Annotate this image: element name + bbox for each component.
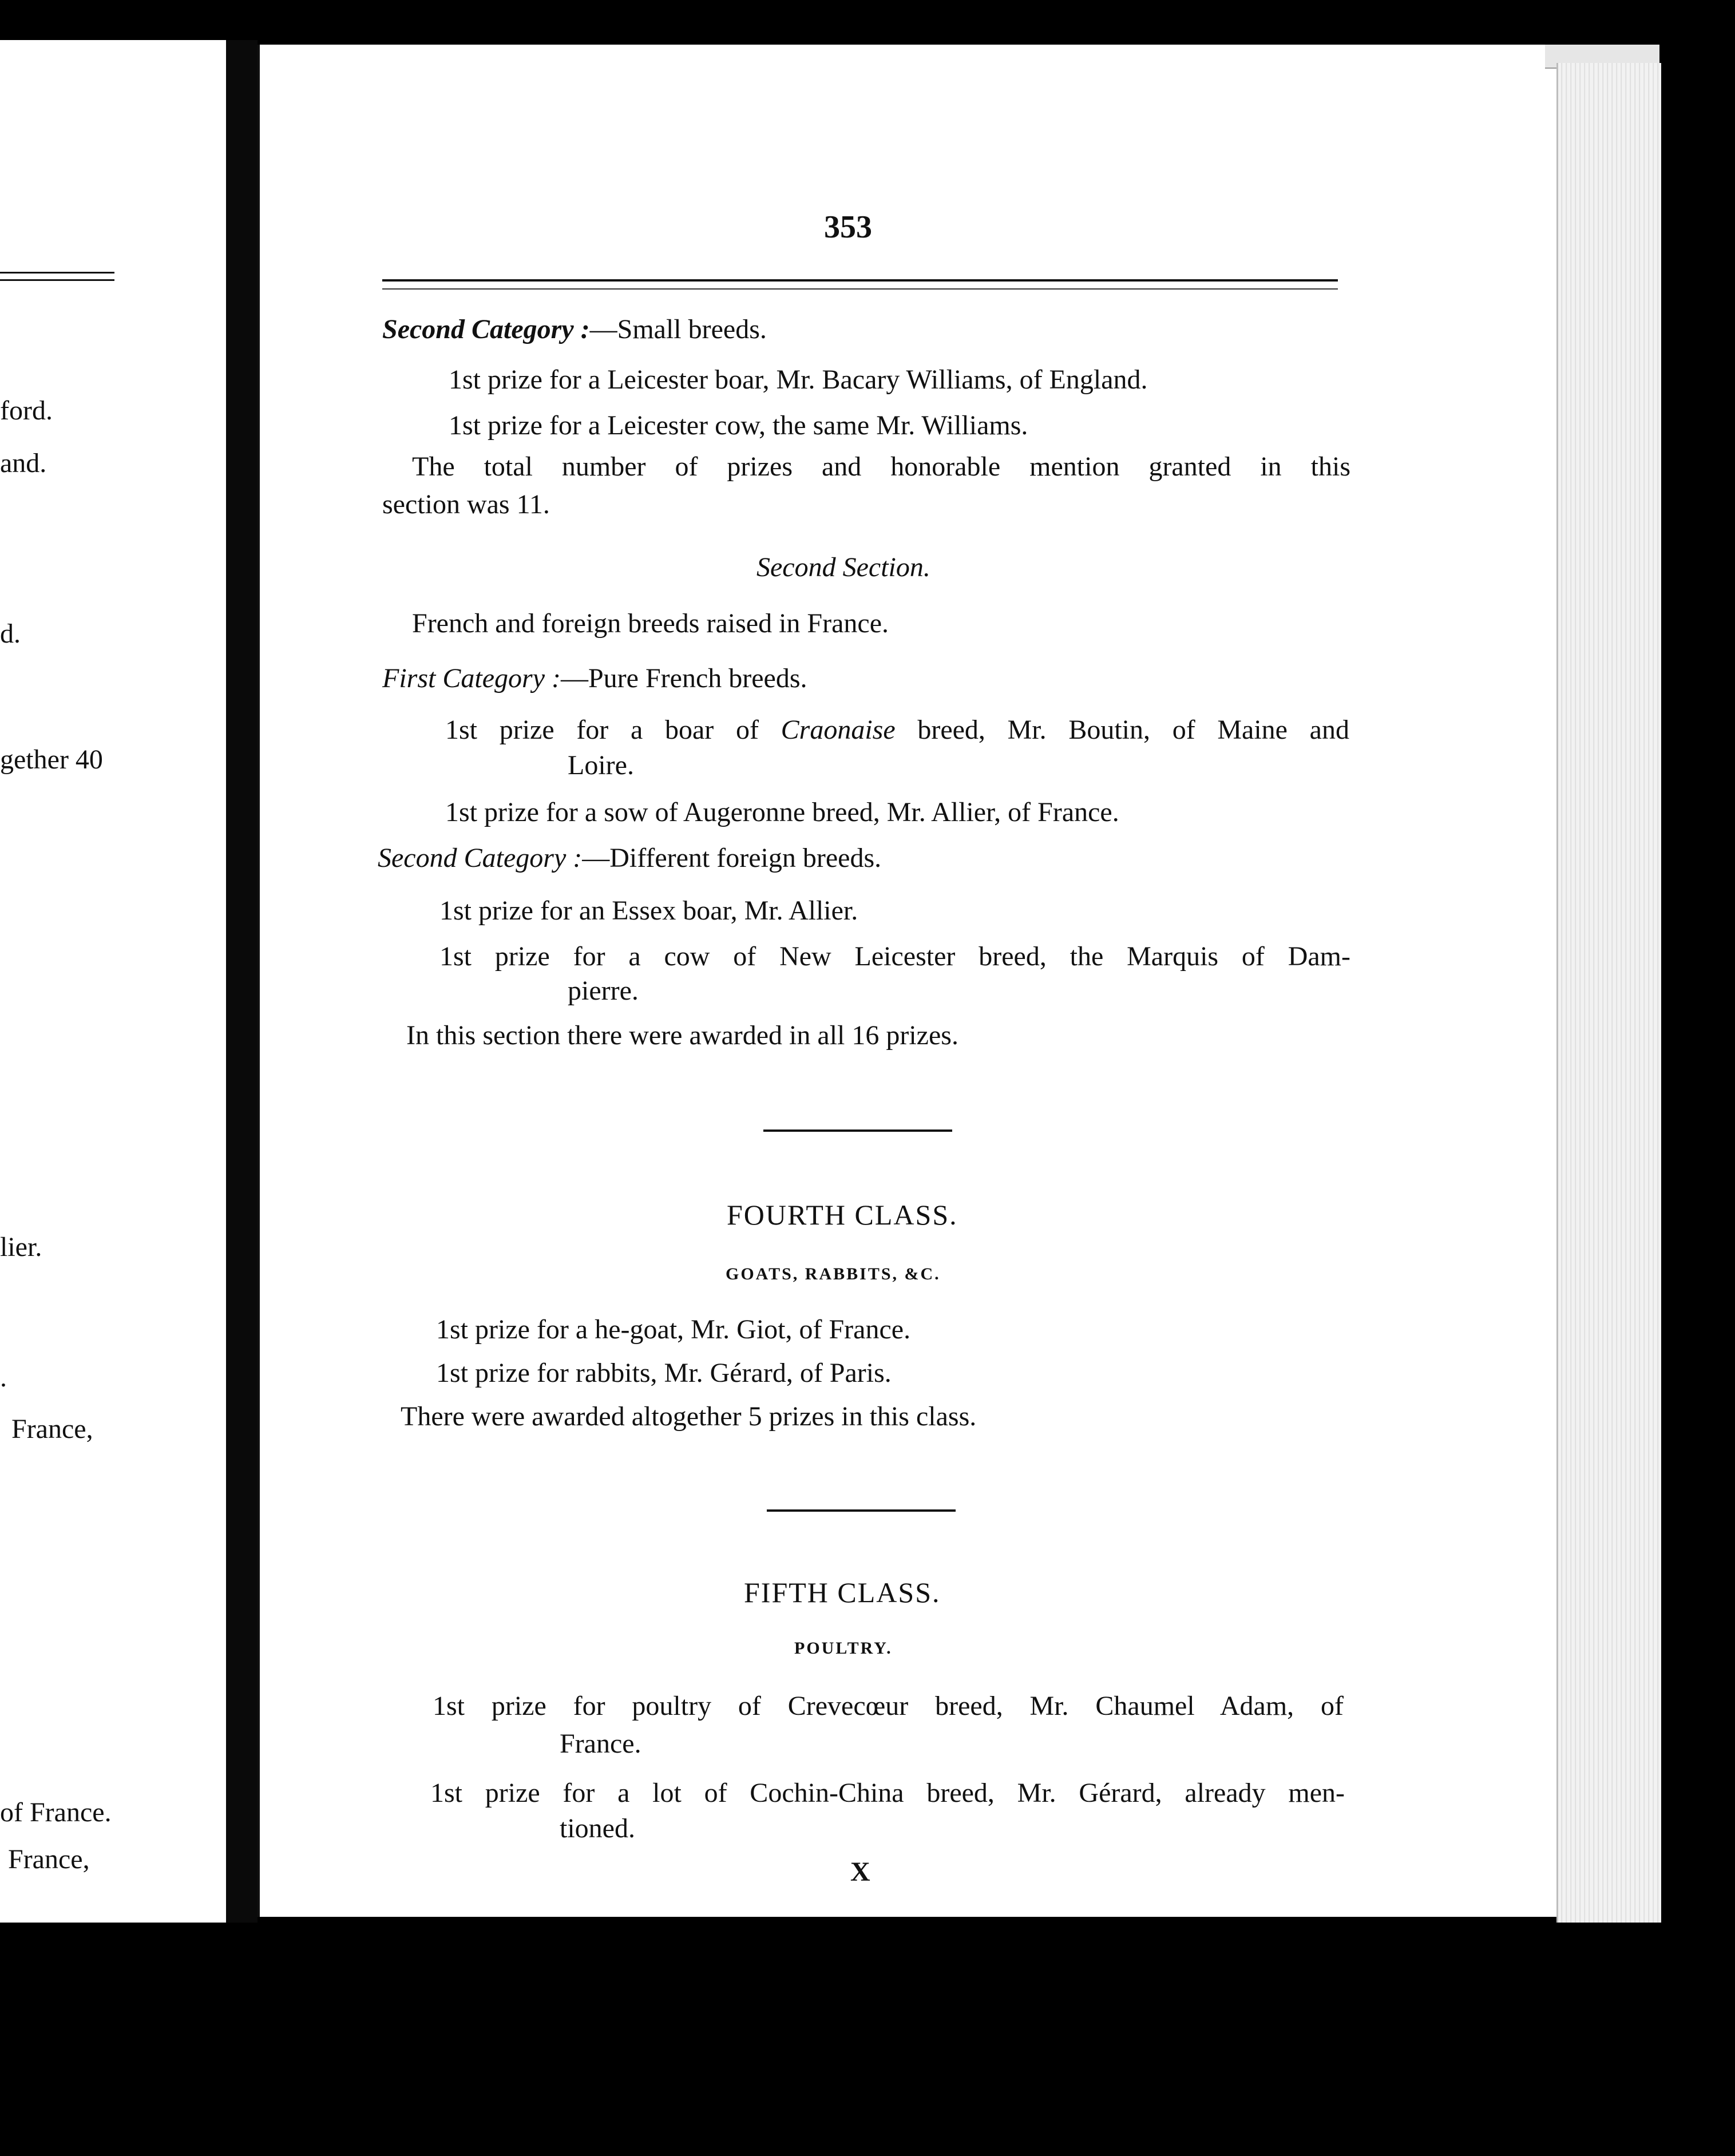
book-gutter bbox=[226, 40, 258, 1923]
class-title: FIFTH CLASS. bbox=[744, 1576, 941, 1608]
summary-line: section was 11. bbox=[382, 489, 550, 520]
left-page-fragment: lier. bbox=[0, 1232, 42, 1262]
prize-line: 1st prize for poultry of Crevecœur breed, Mr. Chaumel Adam, of bbox=[433, 1691, 1344, 1721]
breed-name: Craonaise bbox=[781, 715, 896, 745]
prize-line-continuation: Loire. bbox=[568, 750, 634, 780]
category-label: First Category : bbox=[382, 663, 561, 693]
category-text: —Pure French breeds. bbox=[560, 663, 807, 693]
left-page-header-rule bbox=[0, 272, 114, 281]
prize-line: 1st prize for a sow of Augeronne breed, Mr. Allier, of France. bbox=[445, 797, 1119, 827]
category-label: Second Category : bbox=[382, 314, 590, 344]
page-number: 353 bbox=[824, 209, 872, 245]
summary-line: There were awarded altogether 5 prizes in this class. bbox=[401, 1401, 977, 1432]
left-page-fragment: of France. bbox=[0, 1797, 112, 1828]
prize-line-continuation: pierre. bbox=[568, 976, 639, 1006]
class-subtitle: POULTRY. bbox=[794, 1639, 893, 1658]
left-page-fragment: France, bbox=[8, 1844, 90, 1874]
class-title: FOURTH CLASS. bbox=[727, 1199, 958, 1231]
class-subtitle: GOATS, RABBITS, &C. bbox=[726, 1265, 941, 1283]
prize-line: 1st prize for a Leicester cow, the same Mr. Williams. bbox=[449, 410, 1028, 441]
category-text: —Small breeds. bbox=[589, 314, 767, 344]
category-text: —Different foreign breeds. bbox=[582, 843, 882, 873]
prize-line: 1st prize for rabbits, Mr. Gérard, of Paris. bbox=[436, 1358, 892, 1388]
category-label: Second Category : bbox=[378, 843, 583, 873]
signature-mark: X bbox=[850, 1857, 870, 1887]
category-line bbox=[382, 316, 767, 343]
left-page-fragment: France, bbox=[11, 1414, 93, 1444]
summary-line: In this section there were awarded in all 16 prizes. bbox=[406, 1020, 958, 1051]
prize-line-continuation: France. bbox=[560, 1729, 641, 1759]
left-facing-page bbox=[0, 40, 229, 1923]
section-divider bbox=[763, 1129, 952, 1132]
section-description: French and foreign breeds raised in France. bbox=[412, 608, 889, 639]
left-page-fragment: d. bbox=[0, 619, 21, 649]
prize-line: 1st prize for an Essex boar, Mr. Allier. bbox=[439, 895, 858, 926]
left-page-fragment: and. bbox=[0, 448, 47, 478]
page-block-edge bbox=[1556, 63, 1661, 1923]
section-heading: Second Section. bbox=[756, 552, 930, 582]
left-page-fragment: gether 40 bbox=[0, 744, 103, 775]
prize-line: 1st prize for a lot of Cochin-China breed, Mr. Gérard, already men- bbox=[430, 1778, 1345, 1808]
summary-line: The total number of prizes and honorable mention granted in this bbox=[412, 451, 1350, 482]
left-page-fragment: ford. bbox=[0, 395, 53, 426]
header-rule bbox=[382, 279, 1338, 290]
section-divider bbox=[767, 1509, 956, 1512]
category-line bbox=[378, 845, 881, 872]
prize-line: 1st prize for a cow of New Leicester breed, the Marquis of Dam- bbox=[439, 941, 1350, 972]
prize-line-continuation: tioned. bbox=[560, 1813, 635, 1844]
prize-line: 1st prize for a boar of Craonaise breed, Mr. Boutin, of Maine and bbox=[445, 715, 1349, 745]
prize-line: 1st prize for a Leicester boar, Mr. Bacary Williams, of England. bbox=[449, 364, 1148, 395]
prize-line: 1st prize for a he-goat, Mr. Giot, of France. bbox=[436, 1314, 911, 1345]
category-line bbox=[382, 665, 807, 692]
left-page-fragment: . bbox=[0, 1362, 7, 1393]
